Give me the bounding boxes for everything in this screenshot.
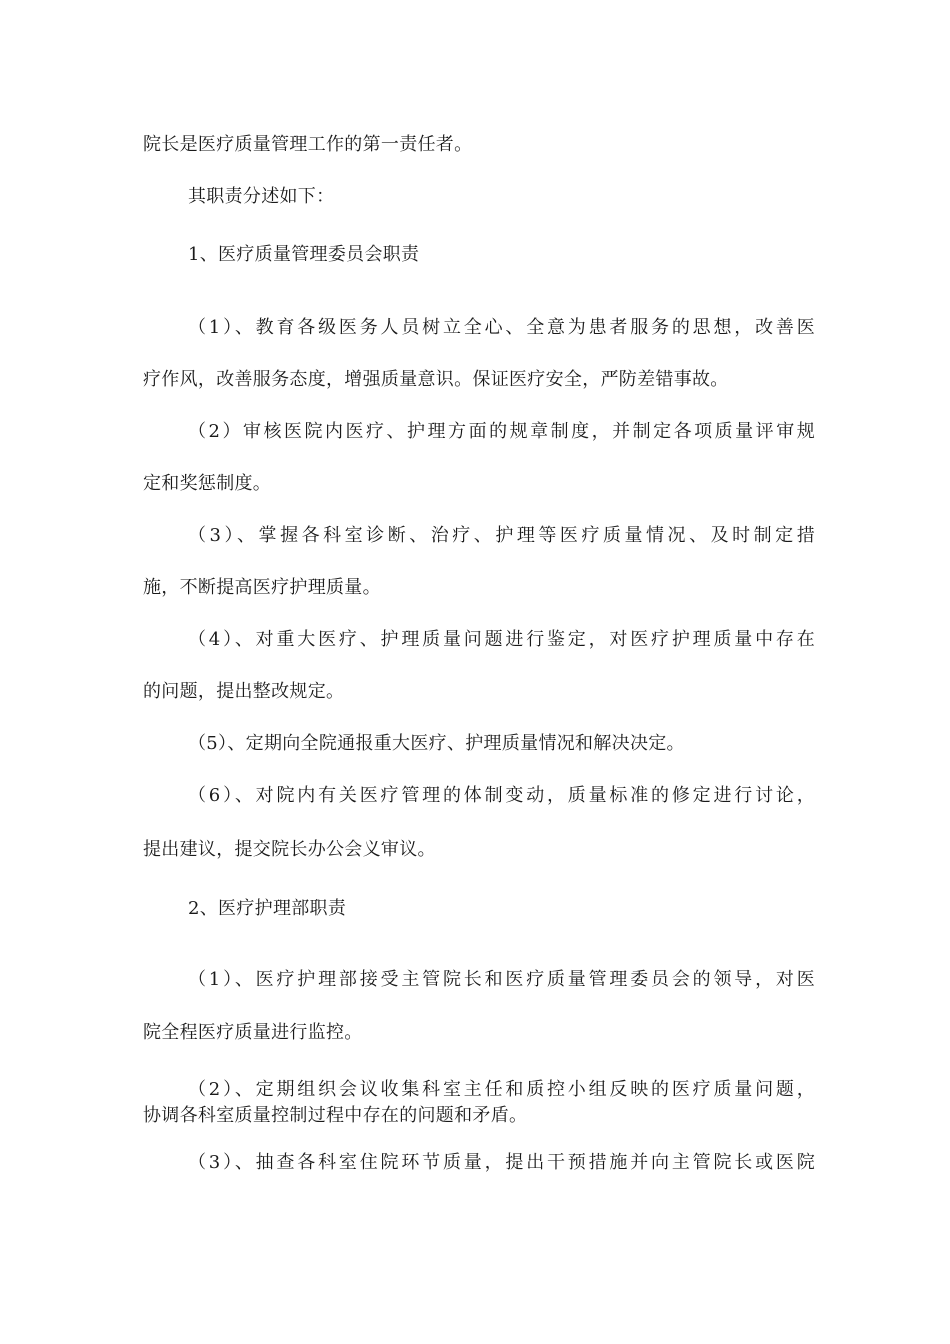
paragraph-line: 定和奖惩制度。 <box>143 473 272 494</box>
paragraph-line: 院全程医疗质量进行监控。 <box>143 1022 363 1043</box>
paragraph-line: （2）审核医院内医疗、护理方面的规章制度，并制定各项质量评审规 <box>188 421 815 442</box>
paragraph-line: 协调各科室质量控制过程中存在的问题和矛盾。 <box>143 1105 528 1126</box>
paragraph-line: （1）、教育各级医务人员树立全心、全意为患者服务的思想，改善医 <box>188 317 815 338</box>
paragraph-line: （6）、对院内有关医疗管理的体制变动，质量标准的修定进行讨论， <box>188 785 815 806</box>
paragraph-line: 其职责分述如下： <box>188 186 335 207</box>
paragraph-line: 提出建议，提交院长办公会义审议。 <box>143 839 436 860</box>
paragraph-line: （3）、掌握各科室诊断、治疗、护理等医疗质量情况、及时制定措 <box>188 525 815 546</box>
paragraph-line: （4）、对重大医疗、护理质量问题进行鉴定，对医疗护理质量中存在 <box>188 629 815 650</box>
section-heading: 1、医疗质量管理委员会职责 <box>188 244 420 265</box>
paragraph-line: （1）、医疗护理部接受主管院长和医疗质量管理委员会的领导，对医 <box>188 969 815 990</box>
paragraph-line: 施，不断提高医疗护理质量。 <box>143 577 381 598</box>
paragraph-line: （2）、定期组织会议收集科室主任和质控小组反映的医疗质量问题， <box>188 1079 815 1100</box>
paragraph-line: 院长是医疗质量管理工作的第一责任者。 <box>143 134 473 155</box>
paragraph-line: （5）、定期向全院通报重大医疗、护理质量情况和解决决定。 <box>188 733 685 754</box>
paragraph-line: 疗作风，改善服务态度，增强质量意识。保证医疗安全，严防差错事故。 <box>143 369 729 390</box>
paragraph-line: （3）、抽查各科室住院环节质量，提出干预措施并向主管院长或医院 <box>188 1152 815 1173</box>
paragraph-line: 的问题，提出整改规定。 <box>143 681 345 702</box>
section-heading: 2、医疗护理部职责 <box>188 898 347 919</box>
